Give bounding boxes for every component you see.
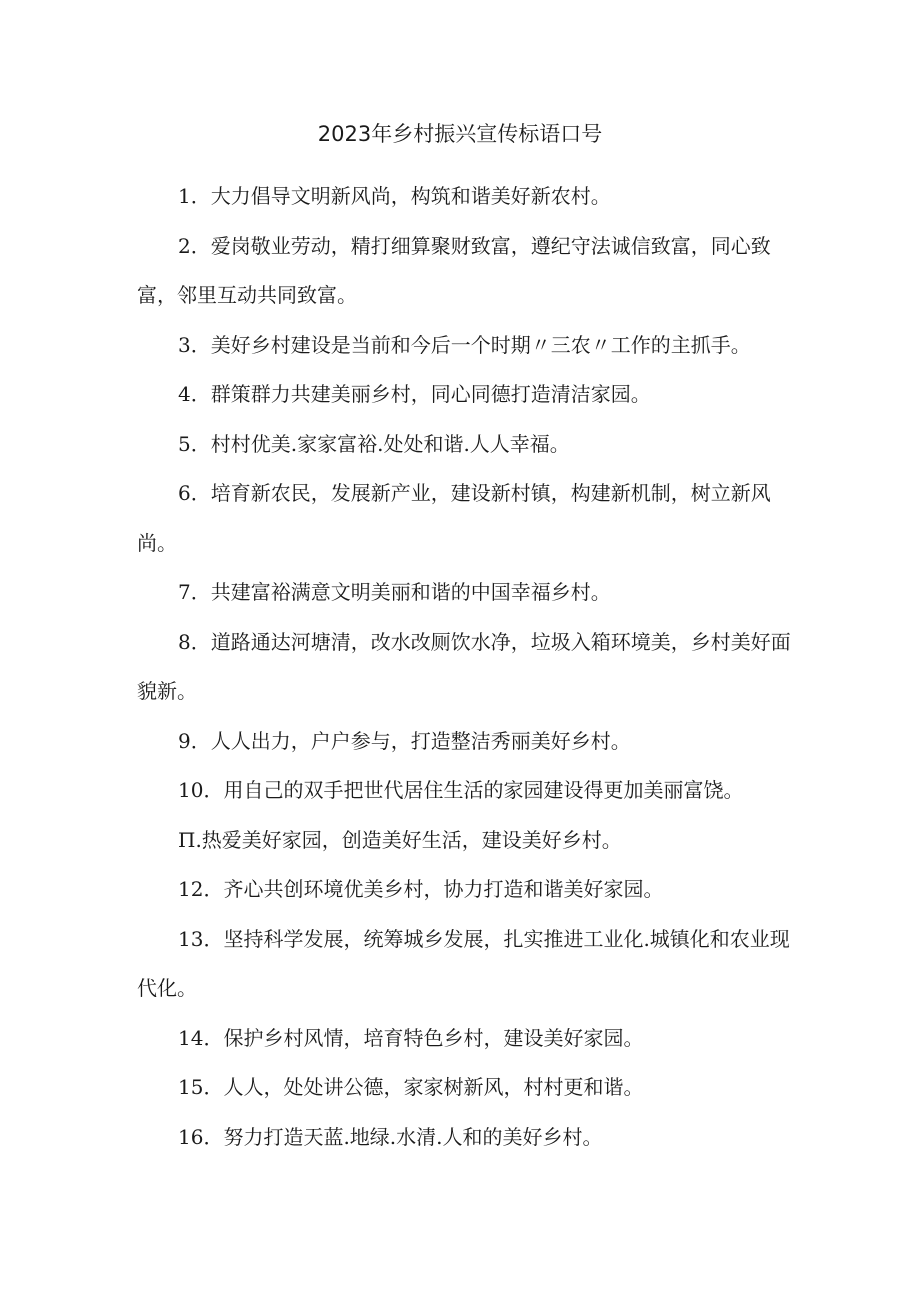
slogan-item: 6．培育新农民，发展新产业，建设新村镇，构建新机制，树立新风尚。: [137, 481, 771, 555]
slogan-item: 15．人人，处处讲公德，家家树新风，村村更和谐。: [178, 1075, 644, 1099]
slogan-item: Π.热爱美好家园，创造美好生活，建设美好乡村。: [178, 827, 622, 852]
slogan-item: 16．努力打造天蓝.地绿.水清.人和的美好乡村。: [178, 1124, 603, 1149]
slogan-item: 14．保护乡村风情，培育特色乡村，建设美好家园。: [178, 1025, 644, 1050]
slogan-list: [137, 172, 797, 1162]
document-title: 2023年乡村振兴宣传标语口号: [317, 122, 603, 146]
slogan-item: 12．齐心共创环境优美乡村，协力打造和谐美好家园。: [178, 877, 664, 901]
slogan-item: 13．坚持科学发展，统筹城乡发展，扎实推进工业化.城镇化和农业现代化。: [137, 926, 790, 1000]
slogan-item: 4．群策群力共建美丽乡村，同心同德打造清洁家园。: [178, 382, 651, 406]
slogan-item: 3．美好乡村建设是当前和今后一个时期〃三农〃工作的主抓手。: [178, 332, 751, 357]
slogan-item: 7．共建富裕满意文明美丽和谐的中国幸福乡村。: [178, 580, 611, 604]
slogan-item: 1．大力倡导文明新风尚，构筑和谐美好新农村。: [178, 184, 611, 208]
slogan-item: 2．爱岗敬业劳动，精打细算聚财致富，遵纪守法诚信致富，同心致富，邻里互动共同致富。: [137, 233, 771, 307]
slogan-item: 10．用自己的双手把世代居住生活的家园建设得更加美丽富饶。: [178, 778, 744, 802]
slogan-item: 8．道路通达河塘清，改水改厕饮水净，垃圾入箱环境美，乡村美好面貌新。: [137, 629, 791, 703]
slogan-item: 5．村村优美.家家富裕.处处和谐.人人幸福。: [178, 431, 570, 456]
slogan-item: 9．人人出力，户户参与，打造整洁秀丽美好乡村。: [178, 728, 631, 753]
